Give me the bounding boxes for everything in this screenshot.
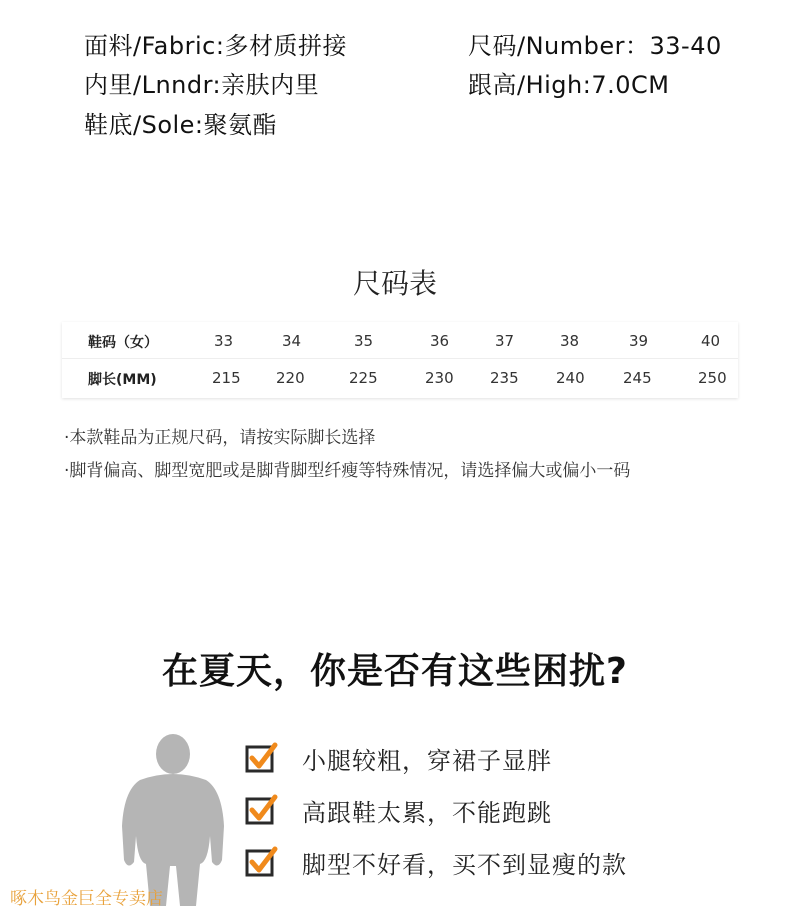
- length-cell: 220: [276, 369, 305, 387]
- concern-text: 脚型不好看，买不到显瘦的款: [302, 851, 627, 879]
- length-cell: 225: [349, 369, 378, 387]
- length-cell: 250: [698, 369, 727, 387]
- spec-fabric: 面料/Fabric:多材质拼接: [84, 32, 347, 60]
- concern-text: 高跟鞋太累，不能跑跳: [302, 799, 552, 827]
- length-cell: 235: [490, 369, 519, 387]
- size-cell: 39: [629, 332, 649, 350]
- size-cell: 37: [495, 332, 515, 350]
- size-cell: 36: [430, 332, 450, 350]
- row-label-size: 鞋码（女）: [88, 335, 158, 351]
- spec-sole: 鞋底/Sole:聚氨酯: [84, 111, 278, 139]
- checkbox-checked-icon: [244, 740, 278, 774]
- note-regular-size: ·本款鞋品为正规尺码，请按实际脚长选择: [64, 428, 376, 448]
- length-cell: 230: [425, 369, 454, 387]
- note-special-feet: ·脚背偏高、脚型宽肥或是脚背脚型纤瘦等特殊情况，请选择偏大或偏小一码: [64, 461, 631, 481]
- size-cell: 34: [282, 332, 302, 350]
- store-watermark: 啄木鸟金巨全专卖店: [10, 889, 163, 909]
- size-cell: 35: [354, 332, 374, 350]
- table-row-sizes: [62, 324, 738, 360]
- spec-lining: 内里/Lnndr:亲肤内里: [84, 71, 320, 99]
- table-row-lengths: [62, 361, 738, 397]
- size-cell: 40: [701, 332, 721, 350]
- size-cell: 33: [214, 332, 234, 350]
- checkbox-checked-icon: [244, 844, 278, 878]
- length-cell: 245: [623, 369, 652, 387]
- row-label-length: 脚长(MM): [88, 372, 157, 388]
- concern-text: 小腿较粗，穿裙子显胖: [302, 747, 552, 775]
- size-cell: 38: [560, 332, 580, 350]
- checkbox-checked-icon: [244, 792, 278, 826]
- spec-size: 尺码/Number：33-40: [468, 32, 722, 60]
- summer-heading: 在夏天，你是否有这些困扰?: [162, 651, 628, 692]
- chubby-figure-icon: [118, 730, 228, 906]
- length-cell: 215: [212, 369, 241, 387]
- size-chart-table: [62, 322, 738, 398]
- length-cell: 240: [556, 369, 585, 387]
- spec-heel: 跟高/High:7.0CM: [468, 71, 670, 99]
- size-chart-title: 尺码表: [352, 267, 437, 300]
